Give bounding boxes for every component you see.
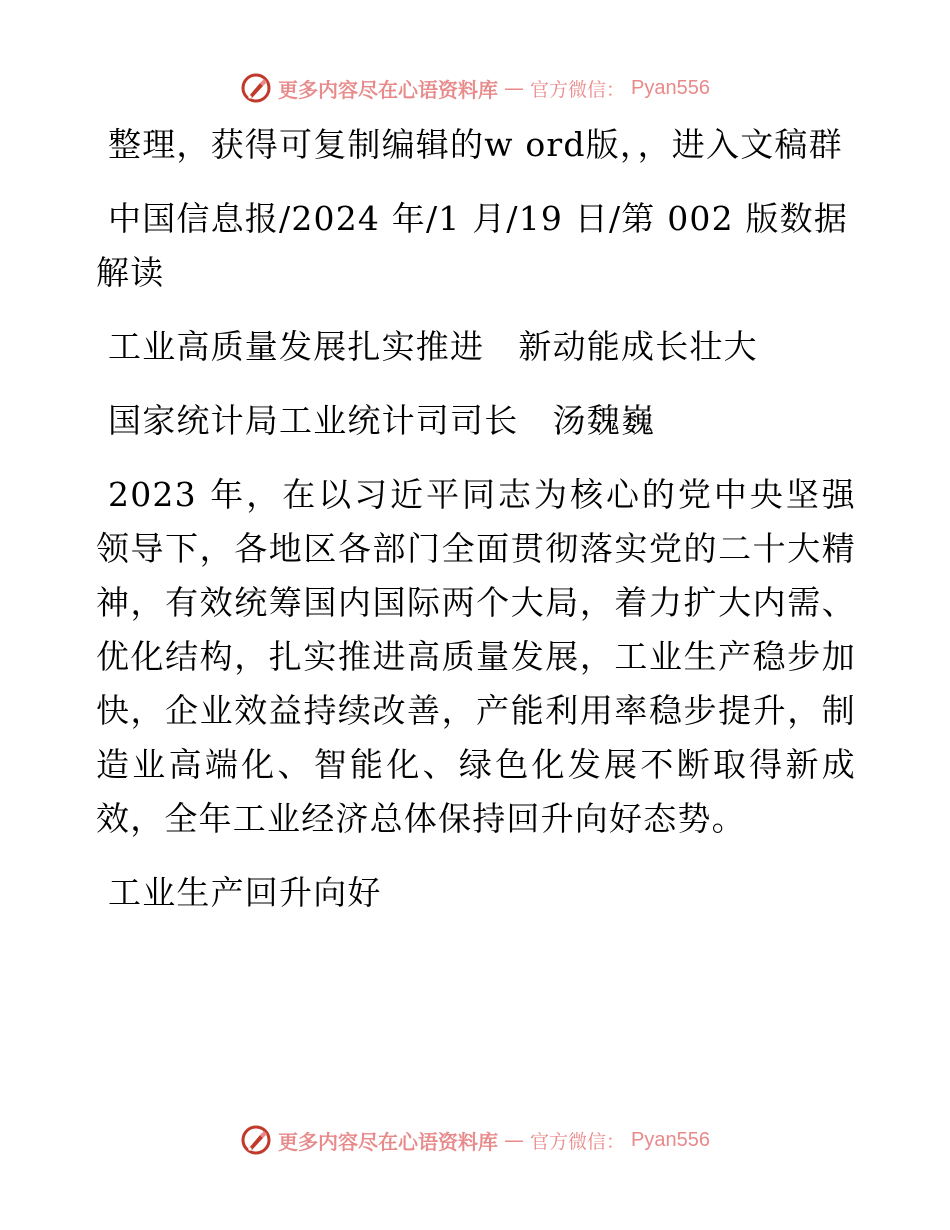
watermark-wechat-id: Pyan556 [631, 1128, 710, 1151]
watermark-wechat-id: Pyan556 [631, 76, 710, 99]
article-title: 工业高质量发展扎实推进 新动能成长壮大 [108, 327, 758, 366]
intro-line: 整理，获得可复制编辑的w ord版，，进入文稿群 [108, 125, 843, 164]
author-line: 国家统计局工业统计司司长 汤魏巍 [108, 401, 656, 440]
watermark-dash: — [504, 76, 524, 100]
document-body [96, 118, 856, 940]
watermark-text: 更多内容尽在心语资料库 [278, 1129, 498, 1154]
source-line: 中国信息报/2024 年/1 月/19 日/第 002 版数据解读 [96, 199, 849, 292]
body-paragraph: 2023 年，在以习近平同志为核心的党中央坚强领导下，各地区各部门全面贯彻落实党的二十大精神，有效统筹国内国际两个大局，着力扩大内需、优化结构，扎实推进高质量发展，工业生产稳步加快，企业效益持续改善，产能利用率稳步提升，制造业高端化、智能化、绿色化发展不断取得新成效，全年工业经济总体保持回升向好态势。 [96, 475, 856, 838]
header-watermark [0, 70, 950, 106]
watermark-label: 官方微信： [530, 78, 626, 101]
watermark-text: 更多内容尽在心语资料库 [278, 77, 498, 102]
footer-watermark [0, 1122, 950, 1158]
watermark-label: 官方微信： [530, 1130, 626, 1153]
section-heading: 工业生产回升向好 [108, 873, 382, 912]
pen-logo-icon [240, 72, 272, 104]
watermark-dash: — [504, 1128, 524, 1152]
pen-logo-icon [240, 1124, 272, 1156]
